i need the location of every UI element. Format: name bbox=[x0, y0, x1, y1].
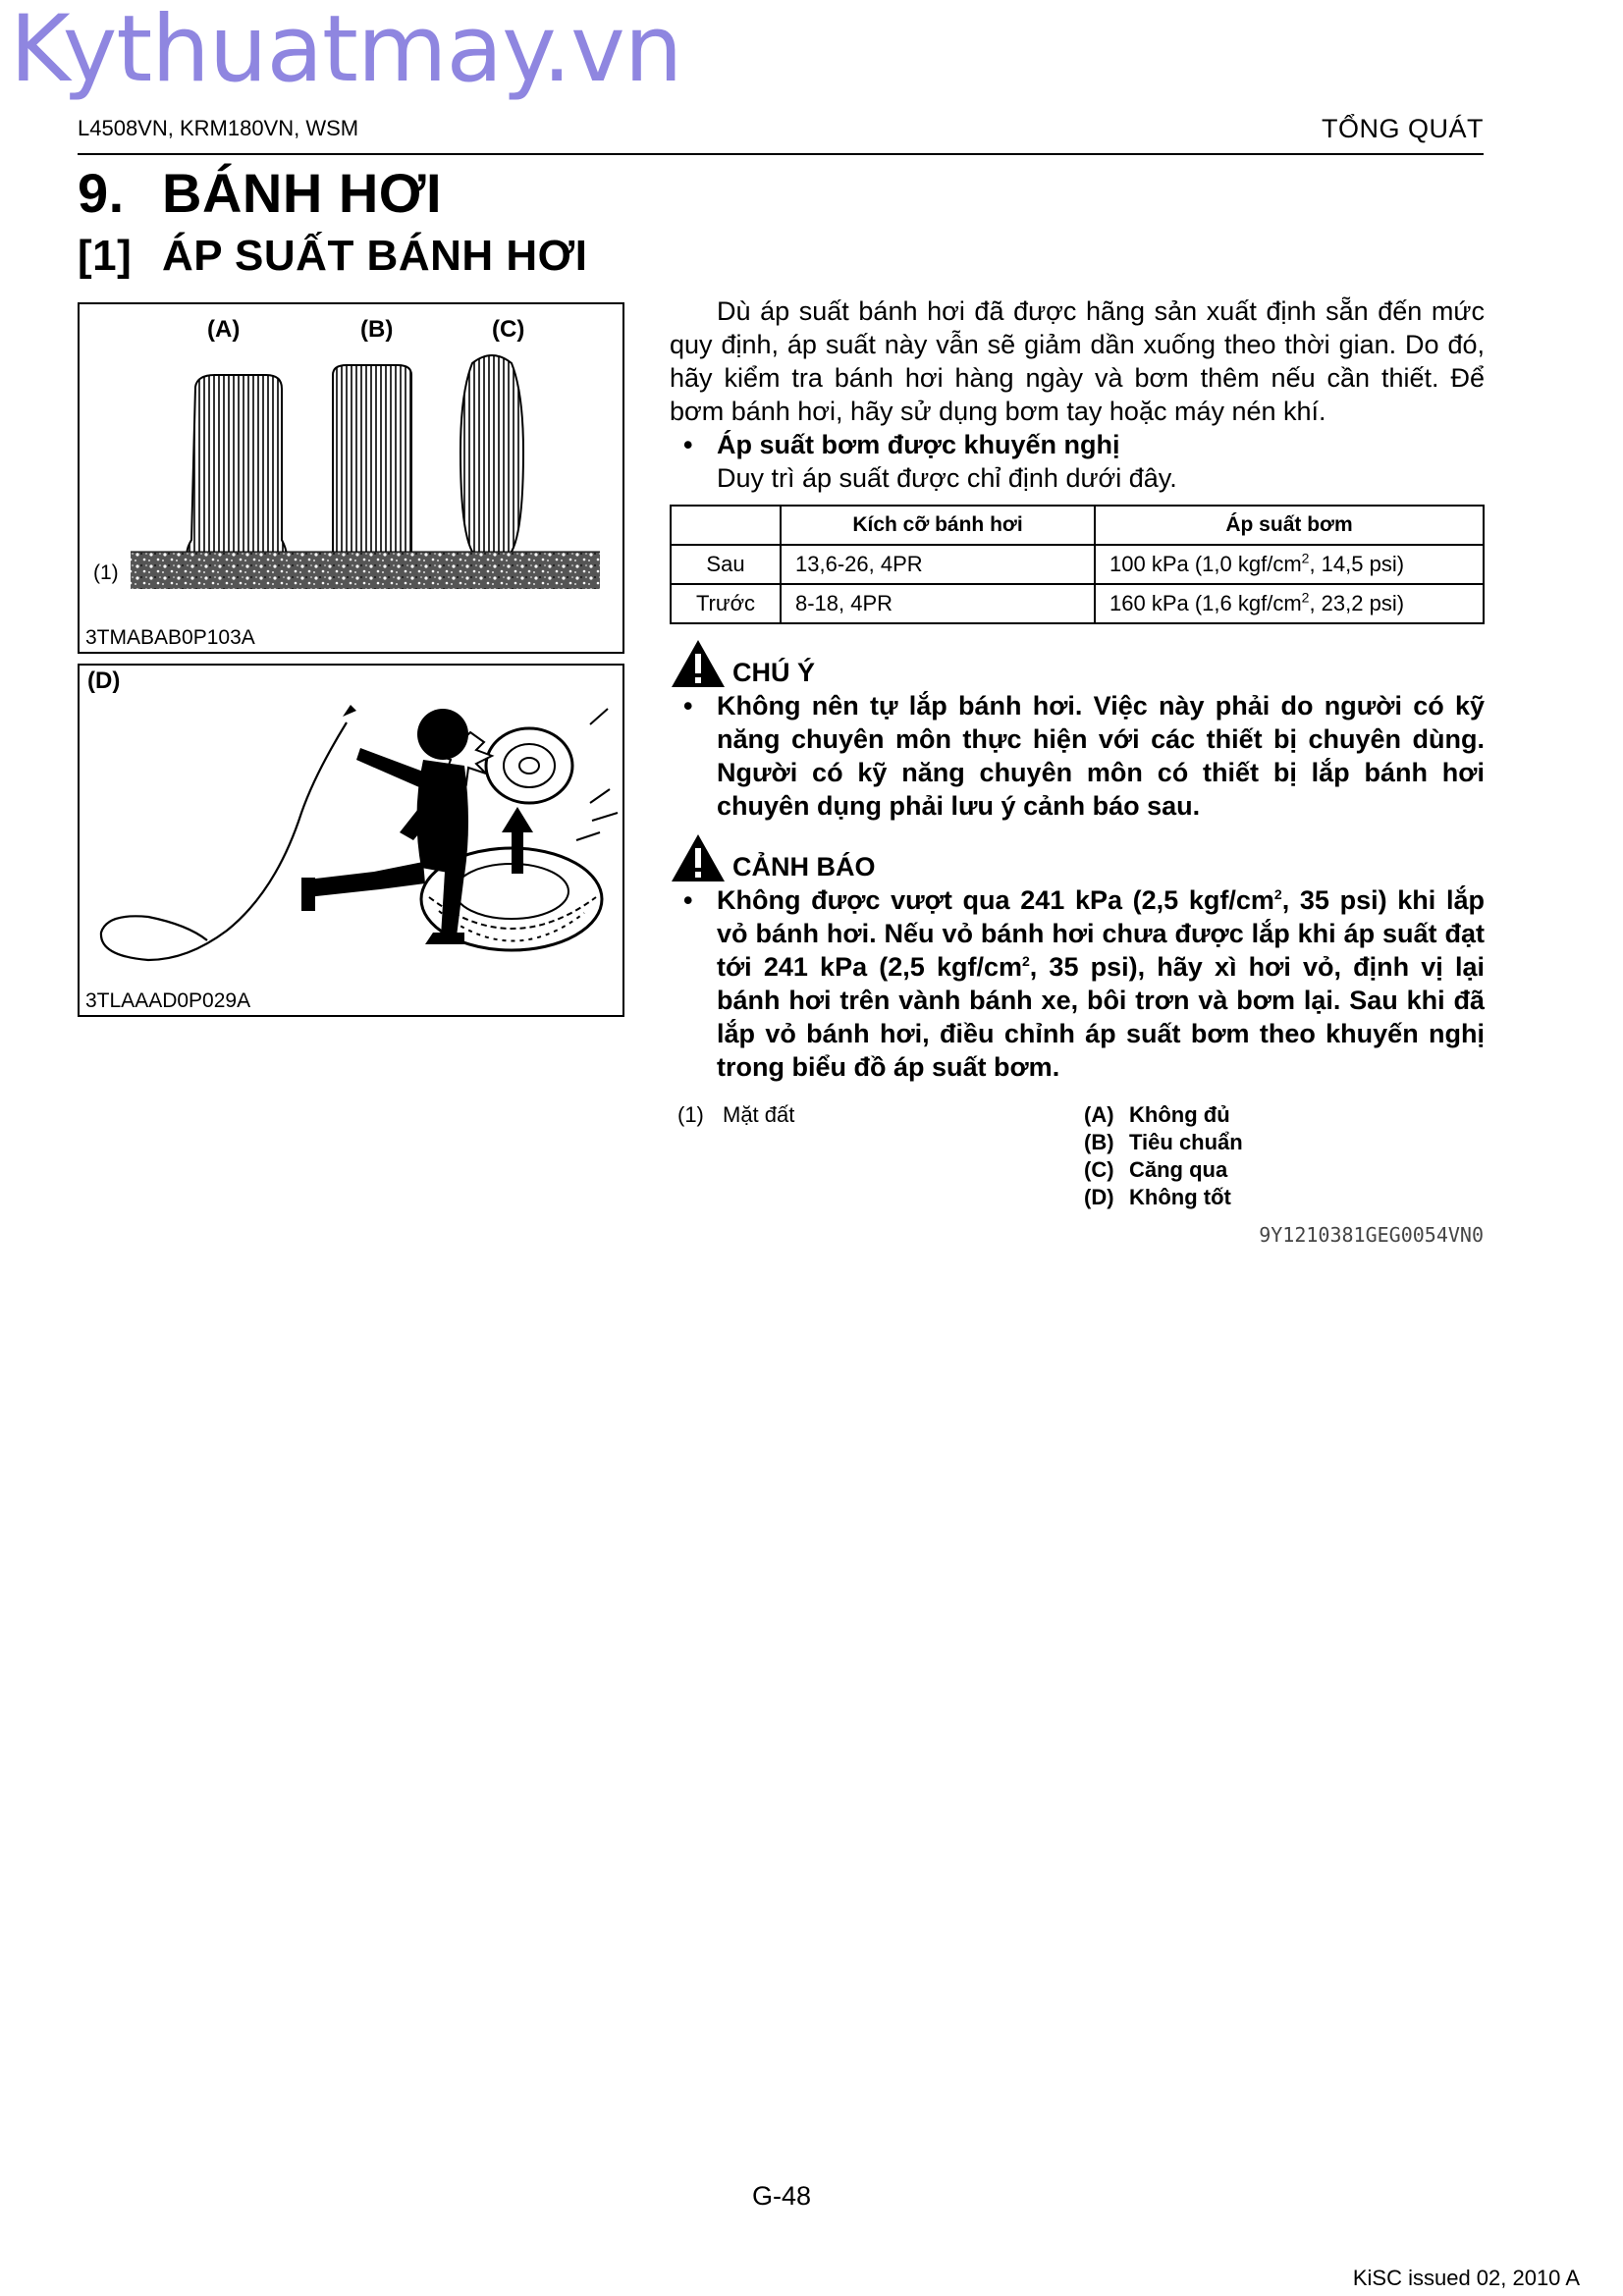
caution-title: CHÚ Ý bbox=[732, 658, 816, 687]
warning-text: • Không được vượt qua 241 kPa (2,5 kgf/$cm^2$, 35 psi) khi lắp vỏ bánh hơi. Nếu vỏ bánh hơi chưa được lắp khi áp suất đạt tới 241 kPa (2,5 kgf/$cm^2$, 35 psi), hãy xì hơi vỏ, định vị lại bánh hơi trên vành bánh xe, bôi trơn và bơm lại. Sau khi đã lắp vỏ bánh hơi, điều chỉnh áp suất bơm theo khuyến nghị trong biểu đồ áp suất bơm. bbox=[670, 883, 1485, 1084]
issued-note: KiSC issued 02, 2010 A bbox=[1352, 2266, 1580, 2290]
recommended-text: Duy trì áp suất được chỉ định dưới đây. bbox=[717, 463, 1177, 493]
figure-tire-explosion bbox=[78, 664, 624, 1017]
warning-title: CẢNH BÁO bbox=[732, 852, 876, 881]
header-chapter: TỔNG QUÁT bbox=[1322, 114, 1484, 143]
table-cell-size: 13,6-26, 4PR bbox=[781, 545, 1095, 584]
recommended-title: • Áp suất bơm được khuyến nghị bbox=[670, 428, 1485, 461]
section-number: 9. bbox=[78, 162, 125, 224]
figure-tire-pressure bbox=[78, 302, 624, 654]
table-cell-position: Sau bbox=[671, 545, 781, 584]
recommended-block bbox=[670, 428, 1485, 495]
table-header-row bbox=[671, 506, 1484, 545]
tire-pressure-illustration bbox=[80, 304, 622, 652]
caution-text: • Không nên tự lắp bánh hơi. Việc này phải do người có kỹ năng chuyên môn thực hiện với các thiết bị chuyên dùng. Người có kỹ năng chuyên môn có thiết bị lắp bánh hơi chuyên dụng phải lưu ý cảnh báo sau. bbox=[670, 689, 1485, 823]
table-header-cell bbox=[671, 506, 781, 545]
warning-triangle-icon bbox=[670, 638, 727, 689]
label-a: (A) bbox=[207, 316, 241, 343]
caution-heading bbox=[670, 638, 1485, 689]
section-heading bbox=[78, 161, 442, 225]
subsection-number: [1] bbox=[78, 232, 133, 280]
table-cell-size: 8-18, 4PR bbox=[781, 584, 1095, 623]
figure-code: 3TLAAAD0P029A bbox=[85, 989, 251, 1012]
table-cell-position: Trước bbox=[671, 584, 781, 623]
label-d: (D) bbox=[87, 667, 121, 694]
legend-left bbox=[677, 1101, 794, 1129]
legend-item: (1) Mặt đất bbox=[677, 1102, 795, 1127]
label-ground: (1) bbox=[93, 561, 119, 584]
subsection-heading bbox=[78, 232, 587, 281]
document-code: 9Y1210381GEG0054VN0 bbox=[1259, 1223, 1484, 1247]
caution-block bbox=[670, 638, 1485, 823]
label-b: (B) bbox=[360, 316, 394, 343]
table-row bbox=[671, 545, 1484, 584]
watermark: Kythuatmay.vn bbox=[10, 0, 682, 103]
legend-item: (B) Tiêu chuẩn bbox=[1084, 1130, 1243, 1154]
table-cell-pressure: 160 kPa (1,6 kgf/$cm^2$, 23,2 psi) bbox=[1095, 584, 1484, 623]
table-row bbox=[671, 584, 1484, 623]
label-c: (C) bbox=[492, 316, 525, 343]
table-cell-pressure: 100 kPa (1,0 kgf/$cm^2$, 14,5 psi) bbox=[1095, 545, 1484, 584]
inflation-pressure-table bbox=[670, 505, 1485, 624]
legend-right bbox=[1084, 1101, 1243, 1211]
intro-paragraph: Dù áp suất bánh hơi đã được hãng sản xuất định sẵn đến mức quy định, áp suất này vẫn sẽ giảm dần xuống theo thời gian. Do đó, hãy kiểm tra bánh hơi hàng ngày và bơm thêm nếu cần thiết. Để bơm bánh hơi, hãy sử dụng bơm tay hoặc máy nén khí. bbox=[670, 296, 1485, 426]
header-rule bbox=[78, 153, 1484, 155]
legend-item: (A) Không đủ bbox=[1084, 1102, 1230, 1127]
header-model-list: L4508VN, KRM180VN, WSM bbox=[78, 116, 359, 140]
warning-triangle-icon bbox=[670, 832, 727, 883]
legend-item: (C) Căng qua bbox=[1084, 1157, 1228, 1182]
table-header-cell: Áp suất bơm bbox=[1095, 506, 1484, 545]
explosion-illustration bbox=[80, 666, 622, 1015]
figure-code: 3TMABAB0P103A bbox=[85, 626, 255, 649]
subsection-title: ÁP SUẤT BÁNH HƠI bbox=[162, 232, 588, 280]
section-title: BÁNH HƠI bbox=[162, 162, 443, 224]
warning-block bbox=[670, 832, 1485, 1084]
page-number: G-48 bbox=[752, 2181, 812, 2211]
warning-heading bbox=[670, 832, 1485, 883]
table-header-cell: Kích cỡ bánh hơi bbox=[781, 506, 1095, 545]
legend-item: (D) Không tốt bbox=[1084, 1185, 1231, 1209]
